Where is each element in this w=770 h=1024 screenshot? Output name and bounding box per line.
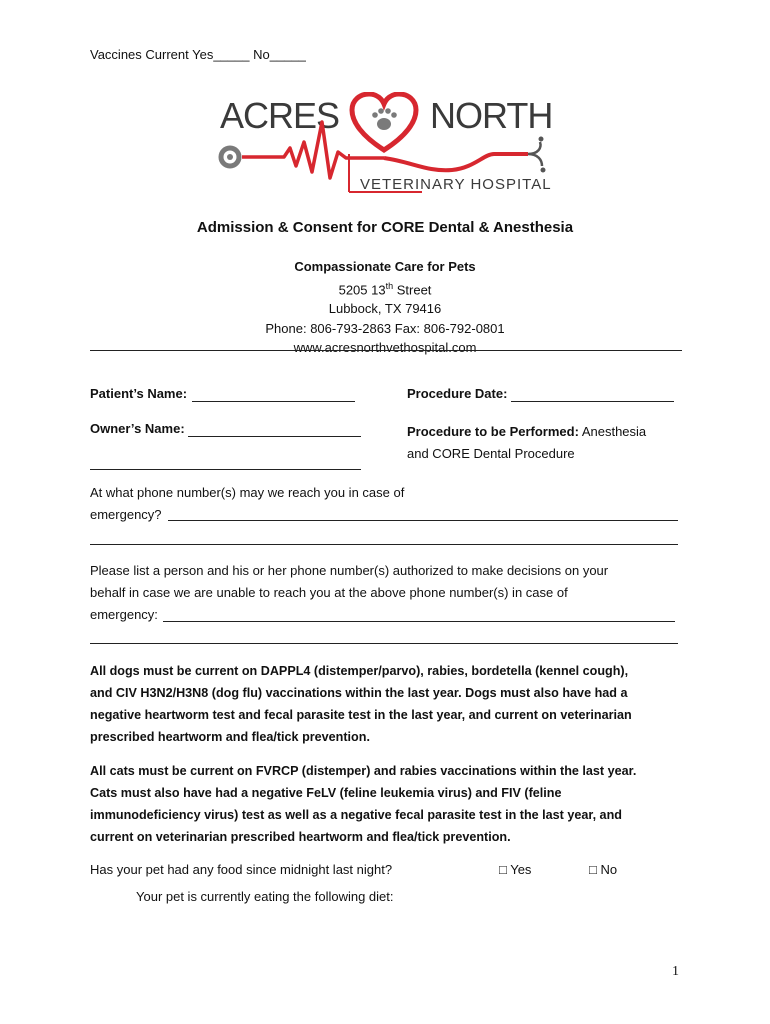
tagline: Compassionate Care for Pets bbox=[294, 259, 476, 274]
procedure-to-perform: Procedure to be Performed: Anesthesia and CORE Dental Procedure bbox=[407, 424, 647, 461]
food-question: Has your pet had any food since midnight last night? bbox=[90, 862, 393, 877]
vaccines-current-line: Vaccines Current Yes_____ No_____ bbox=[90, 47, 306, 62]
owner-name-field[interactable] bbox=[188, 421, 361, 437]
page-number: 1 bbox=[672, 964, 679, 979]
logo-subtitle: VETERINARY HOSPITAL bbox=[360, 176, 552, 193]
emergency-phone-question: At what phone number(s) may we reach you in case of emergency? bbox=[90, 485, 405, 522]
dog-requirements: All dogs must be current on DAPPL4 (distemper/parvo), rabies, bordetella (kennel cough), and CIV H3N2/H3N8 (dog flu) vaccinations within the last year. Dogs must also have had a negative heartworm test and fecal parasite test in the last year, and current on veterinarian prescribed heartworm and flea/tick prevention. bbox=[90, 664, 632, 744]
form-title: Admission & Consent for CORE Dental & Anesthesia bbox=[196, 219, 574, 236]
paw-icon bbox=[372, 108, 397, 130]
cat-requirements: All cats must be current on FVRCP (distemper) and rabies vaccinations within the last year. Cats must also have had a negative FeLV (feline leukemia virus) and FIV (feline immunodeficiency virus) test as well as a negative fecal parasite test in the last year, and current on veterinarian prescribed heartworm and flea/tick prevention. bbox=[90, 764, 637, 844]
authorized-person-field[interactable] bbox=[163, 606, 675, 622]
owner-name-label: Owner’s Name: bbox=[90, 421, 185, 436]
owner-name-field-line2[interactable] bbox=[90, 455, 361, 470]
emergency-phone-field-line2[interactable] bbox=[90, 530, 678, 545]
logo-word-acres: ACRES bbox=[220, 95, 340, 136]
logo-word-north: NORTH bbox=[430, 95, 553, 136]
hospital-address-block bbox=[0, 257, 770, 358]
website: www.acresnorthvethospital.com bbox=[293, 340, 477, 356]
food-yes-checkbox[interactable]: □ Yes bbox=[499, 862, 532, 877]
stethoscope-chest-piece bbox=[221, 148, 239, 166]
procedure-date-label: Procedure Date: bbox=[407, 386, 508, 401]
patient-name-field[interactable] bbox=[192, 386, 355, 402]
procedure-date-field[interactable] bbox=[511, 386, 674, 402]
stethoscope-earpiece bbox=[528, 142, 542, 166]
street-address: 5205 13th Street bbox=[338, 280, 432, 297]
stethoscope-tube bbox=[384, 154, 528, 170]
phone-fax: Phone: 806-793-2863 Fax: 806-792-0801 bbox=[265, 320, 505, 336]
authorized-person-field-line2[interactable] bbox=[90, 629, 678, 644]
emergency-phone-field[interactable] bbox=[168, 505, 678, 521]
header-divider bbox=[90, 350, 682, 351]
city-state-zip: Lubbock, TX 79416 bbox=[328, 301, 442, 317]
food-no-checkbox[interactable]: □ No bbox=[589, 862, 618, 877]
patient-name-label: Patient’s Name: bbox=[90, 386, 188, 401]
authorized-person-question: Please list a person and his or her phone number(s) authorized to make decisions on your behalf in case we are unable to reach you at the above phone number(s) in case of emergency: bbox=[90, 563, 609, 622]
current-diet-label: Your pet is currently eating the following diet: bbox=[136, 889, 394, 904]
acres-north-logo bbox=[212, 92, 557, 200]
